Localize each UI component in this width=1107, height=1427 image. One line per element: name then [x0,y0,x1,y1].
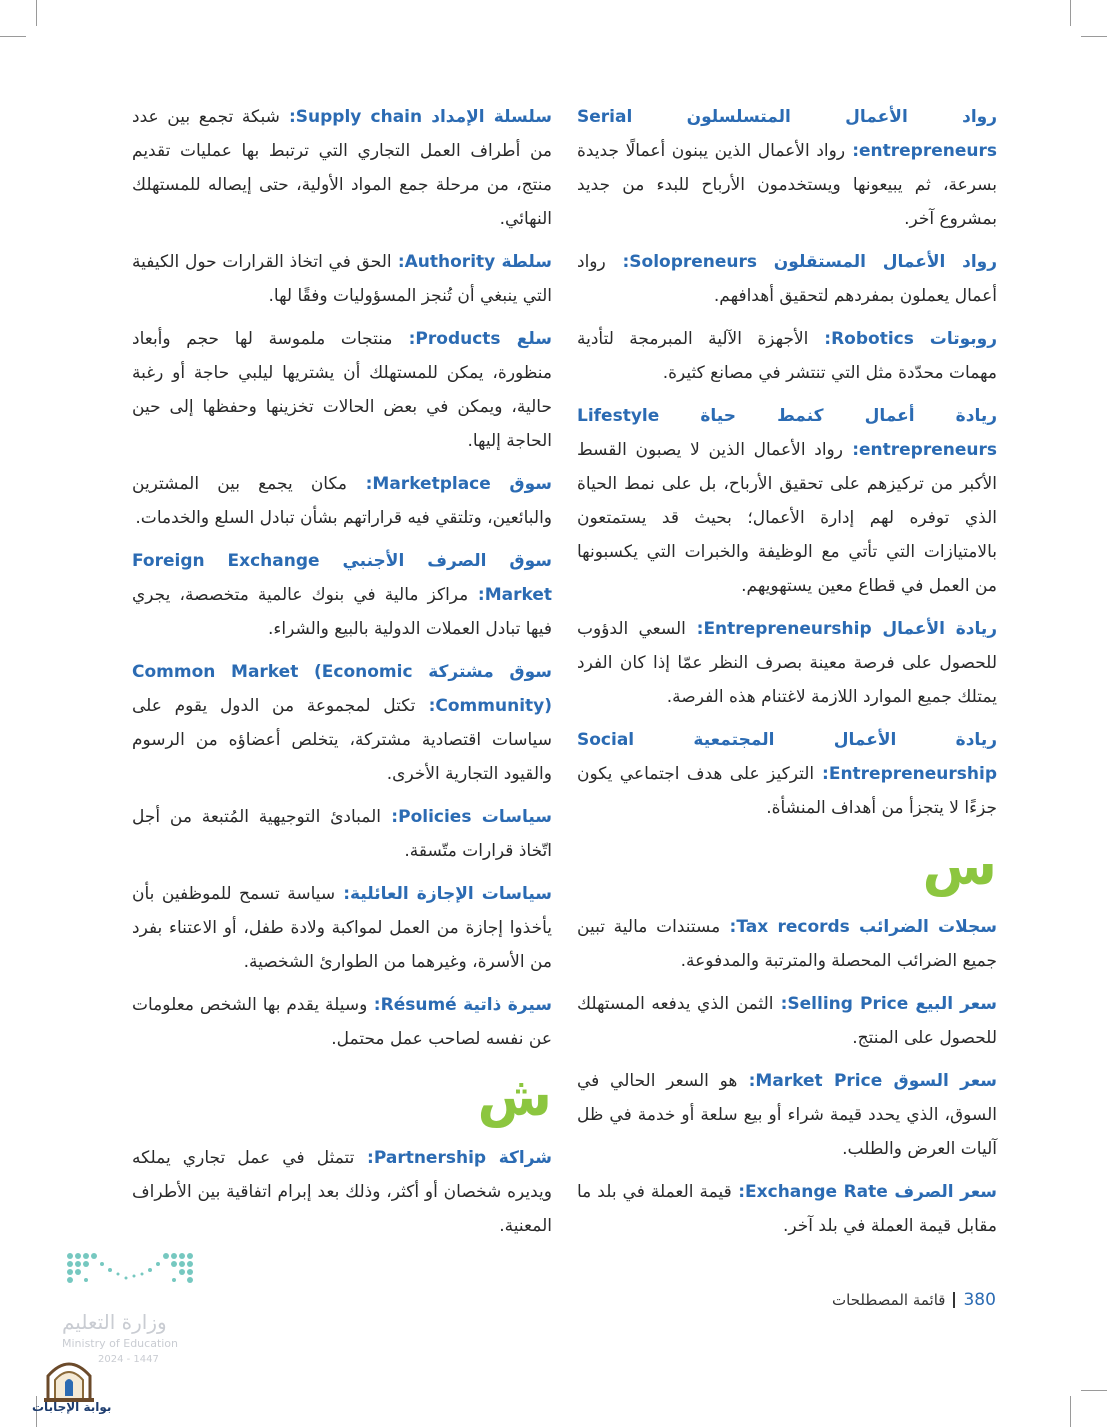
term-separator: : [845,141,859,161]
glossary-term: رواد الأعمال المستقلون Solopreneurs [629,252,998,272]
section-letter-seen: س [922,834,997,897]
term-separator: : [346,474,373,494]
glossary-entry [577,1064,997,1166]
term-separator: : [335,884,350,904]
glossary-definition: التركيز على هدف اجتماعي يكون جزءًا لا يتجزأ من أهداف المنشأة. [577,764,997,818]
glossary-entry [577,1175,997,1243]
glossary-term: سلطة Authority [404,252,552,272]
glossary-definition: الثمن الذي يدفعه المستهلك للحصول على المنتج. [577,994,997,1048]
glossary-definition: سياسة تسمح للموظفين بأن يأخذوا إجازة من العمل لمواكبة ولادة طفل، أو الاعتناء بفرد من الأسرة، وغيرهما من الطوارئ الشخصية. [132,884,552,972]
glossary-term: سلسلة الإمداد Supply chain [295,107,552,127]
term-separator: : [367,995,381,1015]
section-letter-sheen: ش [477,1065,552,1128]
term-separator: : [354,1148,374,1168]
glossary-term: روبوتات Robotics [831,329,997,349]
ministry-year: 2024 - 1447 [98,1354,159,1365]
crop-mark [36,0,37,26]
footer-title: قائمة المصطلحات [832,1291,946,1309]
glossary-term: سعر السوق Market Price [755,1071,998,1091]
glossary-entry [577,612,997,714]
glossary-definition: مراكز مالية في بنوك عالمية متخصصة، يجري فيها تبادل العملات الدولية بالبيع والشراء. [132,585,552,639]
term-separator: : [392,329,416,349]
term-separator: : [279,107,296,127]
term-separator: : [685,619,704,639]
page-footer [832,1290,996,1310]
term-separator: : [737,1071,756,1091]
glossary-definition: رواد الأعمال الذين لا يصبون القسط الأكبر من تركيزهم على تحقيق الأرباح، بل على نمط الحياة الذي توفره لهم إدارة الأعمال؛ بحيث قد يستمتعون بالامتيازات التي تأتي مع الوظيفة والخبرات التي يكسبونها من العمل في قطاع معين يستهويهم. [577,440,997,596]
footer-divider [953,1292,955,1308]
term-separator: : [773,994,788,1014]
term-separator: : [391,252,405,272]
term-separator: : [814,764,829,784]
glossary-term: سيرة ذاتية Résumé [380,995,553,1015]
glossary-column-left [132,100,552,1252]
crop-mark [1070,1396,1071,1427]
glossary-definition: وسيلة يقدم بها الشخص معلومات عن نفسه لصاحب عمل محتمل. [132,995,552,1049]
glossary-term: سياسات الإجازة العائلية [350,884,552,904]
glossary-definition: رواد الأعمال الذين يبنون أعمالًا جديدة بسرعة، ثم يبيعونها ويستخدمون الأرباح للبدء من جديد بمشروع آخر. [577,141,997,229]
glossary-entry [577,723,997,825]
ministry-name-english: Ministry of Education [62,1337,179,1350]
crop-mark [1070,0,1071,26]
glossary-term: سوق Marketplace [372,474,552,494]
glossary-term: سلع Products [415,329,552,349]
glossary-definition: شبكة تجمع بين عدد من أطراف العمل التجاري التي ترتبط بها عمليات تقديم منتج، من مرحلة جمع المواد الأولية، حتى إيصاله للمستهلك النهائي. [132,107,552,229]
crop-mark [1081,1390,1107,1391]
term-separator: : [605,252,630,272]
glossary-entry [577,987,997,1055]
glossary-entry [132,245,552,313]
term-separator: : [720,917,737,937]
portal-name: بوابة الإجابات [32,1400,112,1414]
glossary-entry [577,245,997,313]
term-separator: : [415,696,436,716]
glossary-entry [132,655,552,791]
glossary-entry [132,877,552,979]
glossary-definition: رواد أعمال يعملون بمفردهم لتحقيق أهدافهم. [577,252,997,306]
glossary-entry [577,399,997,603]
glossary-definition: هو السعر الحالي في السوق، الذي يحدد قيمة شراء أو بيع سلعة أو خدمة في ظل آليات العرض والطلب. [577,1071,997,1159]
glossary-term: سجلات الضرائب Tax records [736,917,997,937]
glossary-definition: الحق في اتخاذ القرارات حول الكيفية التي ينبغي أن تُنجز المسؤوليات وفقًا لها. [132,252,552,306]
glossary-term: سعر الصرف Exchange Rate [745,1182,998,1202]
glossary-definition: منتجات ملموسة لها حجم وأبعاد منظورة، يمكن للمستهلك أن يشتريها ليلبي حاجة أو رغبة حالية، ويمكن في بعض الحالات تخزينها وحفظها إلى حين الحاجة إليها. [132,329,552,451]
glossary-term: ريادة الأعمال Entrepreneurship [703,619,998,639]
glossary-entry [132,100,552,236]
glossary-entry [132,544,552,646]
glossary-entry [132,467,552,535]
term-separator: : [808,329,832,349]
glossary-definition: المبادئ التوجيهية المُتبعة من أجل اتّخاذ قرارات متّسقة. [132,807,552,861]
term-separator: : [731,1182,746,1202]
glossary-term: شراكة Partnership [373,1148,553,1168]
glossary-term: سياسات Policies [398,807,552,827]
term-separator: : [468,585,485,605]
glossary-entry [132,1141,552,1243]
glossary-definition: قيمة العملة في بلد ما مقابل قيمة العملة في بلد آخر. [577,1182,997,1236]
glossary-entry [577,322,997,390]
glossary-entry [132,800,552,868]
glossary-definition: السعي الدؤوب للحصول على فرصة معينة بصرف النظر عمّا إذا كان الفرد يمتلك جميع الموارد اللازمة لاغتنام هذه الفرصة. [577,619,997,707]
glossary-column-right [577,100,997,1252]
glossary-term: رواد الأعمال المتسلسلون Serial entrepreneurs [577,107,997,161]
glossary-entry [577,100,997,236]
glossary-term: ريادة أعمال كنمط حياة Lifestyle entrepreneurs [577,406,997,460]
glossary-term: سعر البيع Selling Price [787,994,997,1014]
crop-mark [1081,36,1107,37]
glossary-definition: مكان يجمع بين المشترين والبائعين، وتلتقي فيه قراراتهم بشأن تبادل السلع والخدمات. [132,474,552,528]
glossary-term: سوق مشتركة Common Market (Economic Community) [132,662,552,716]
crop-mark [0,36,26,37]
glossary-entry [577,910,997,978]
term-separator: : [381,807,399,827]
glossary-term: سوق الصرف الأجنبي Foreign Exchange Market [132,551,553,605]
glossary-definition: تكتل لمجموعة من الدول يقوم على سياسات اقتصادية مشتركة، يتخلص أعضاؤه من الرسوم والقيود التجارية الأخرى. [132,696,552,784]
glossary-definition: الأجهزة الآلية المبرمجة لتأدية مهمات محدّدة مثل التي تنتشر في مصانع كثيرة. [577,329,997,383]
glossary-entry [132,988,552,1056]
glossary-definition: مستندات مالية تبين جميع الضرائب المحصلة والمترتبة والمدفوعة. [577,917,997,971]
glossary-term: ريادة الأعمال المجتمعية Social Entrepreneurship [577,730,998,784]
term-separator: : [842,440,859,460]
glossary-definition: تتمثل في عمل تجاري يملكه ويديره شخصان أو أكثر، وذلك بعد إبرام اتفاقية بين الأطراف المعنية. [132,1148,552,1236]
glossary-entry [132,322,552,458]
page-number: 380 [963,1290,996,1310]
ministry-name-arabic: وزارة التعليم [62,1310,167,1334]
